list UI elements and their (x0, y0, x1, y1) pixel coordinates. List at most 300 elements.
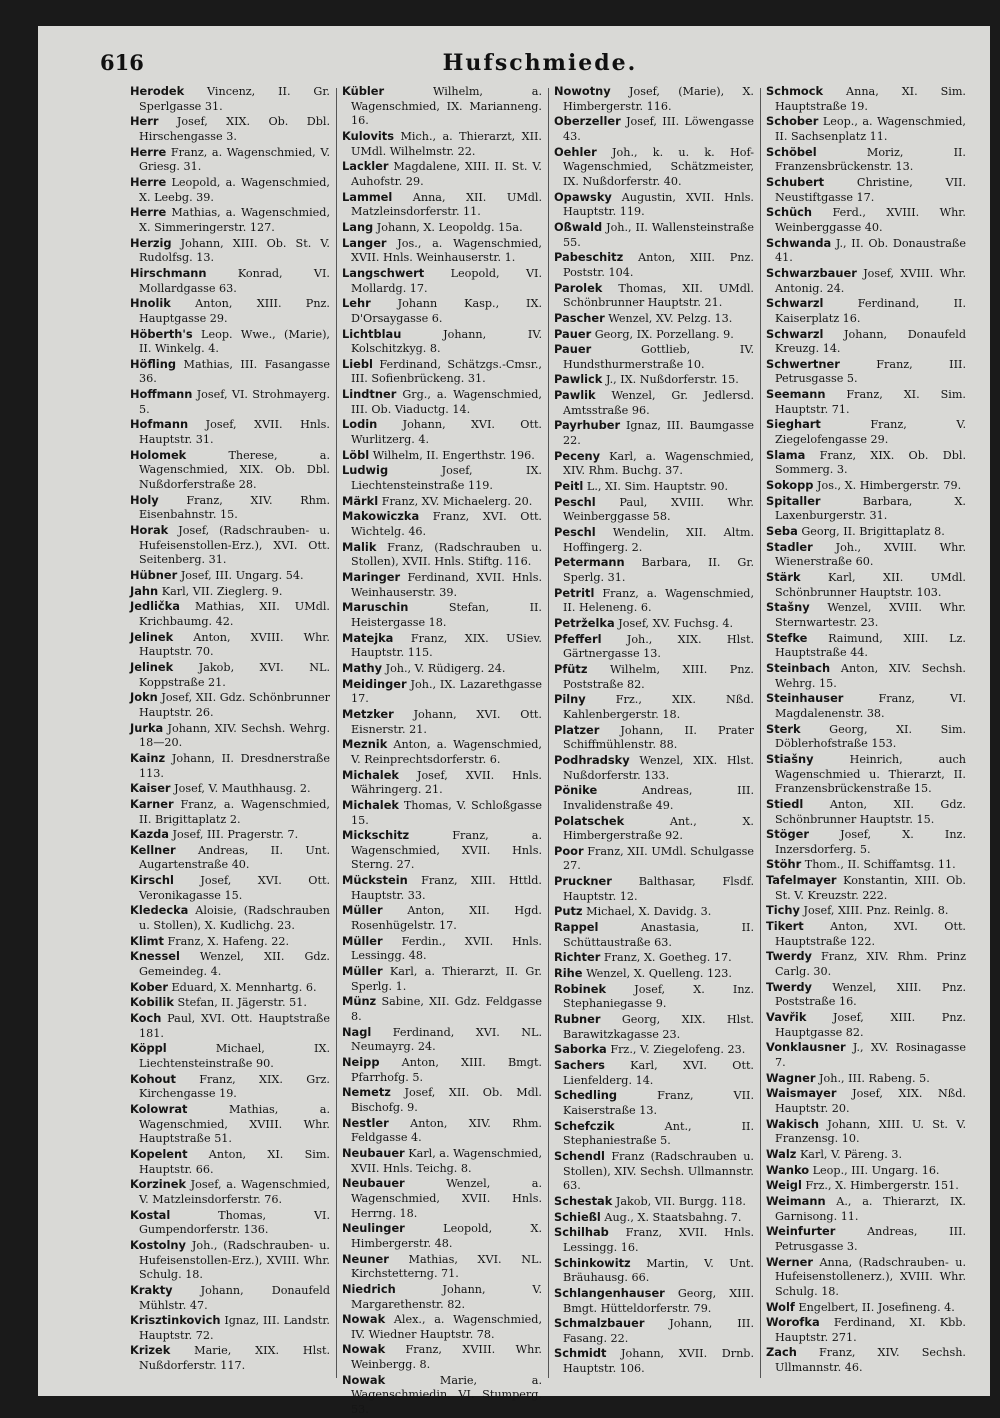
entry-name: Vavřik (766, 1010, 807, 1025)
entry-name: Löbl (342, 447, 370, 462)
directory-entry (554, 555, 754, 585)
directory-entry (130, 1102, 330, 1147)
entry-name: Werner (766, 1254, 813, 1269)
entry-details: Franz, XVI. Ott. Wichtelg. 46. (351, 510, 542, 539)
directory-entry (554, 388, 754, 418)
directory-entry (130, 781, 330, 797)
entry-details: Ignaz, III. Baumgasse 22. (563, 419, 754, 448)
entry-name: Twerdy (766, 979, 812, 994)
directory-entry (130, 934, 330, 950)
entry-name: Kellner (130, 842, 176, 857)
directory-entry (342, 828, 542, 873)
directory-entry (342, 296, 542, 326)
entry-name: Schwarzl (766, 326, 824, 341)
entry-details: Mathias, a. Wagenschmied, XVIII. Whr. Hauptstraße 51. (139, 1102, 330, 1146)
directory-entry (130, 296, 330, 326)
entry-details: Franz, VII. Kaiserstraße 13. (563, 1089, 755, 1117)
directory-entry (554, 966, 754, 982)
entry-details: Anna, (Radschrauben- u. Hufeisenstollenerz.), XVIII. Whr. Schulg. 18. (775, 1255, 966, 1298)
entry-details: Franz, XIV. Sechsh. Ullmannstr. 46. (775, 1346, 966, 1375)
entry-details: Anton, XIII. Pnz. Poststr. 104. (563, 251, 754, 279)
directory-entry (766, 448, 966, 478)
entry-name: Kainz (130, 750, 166, 765)
directory-entry (130, 980, 330, 996)
entry-name: Michalek (342, 767, 399, 782)
entry-details: Andreas, III. Petrusgasse 3. (775, 1225, 966, 1253)
directory-entry (130, 599, 330, 629)
entry-name: Oßwald (554, 219, 603, 234)
entry-details: Josef, XVIII. Whr. Antonig. 24. (775, 266, 966, 295)
entry-details: Josef, XIX. Nßd. Hauptstr. 20. (775, 1087, 966, 1115)
entry-details: Andreas, III. Invalidenstraße 49. (563, 784, 754, 812)
entry-name: Pfefferl (554, 631, 602, 646)
directory-entry (342, 1312, 542, 1342)
directory-entry (342, 540, 542, 570)
directory-entry (130, 995, 330, 1011)
entry-details: Wenzel, XVIII. Whr. Sternwartestr. 23. (775, 601, 966, 629)
entry-name: Herr (130, 114, 159, 129)
directory-entry (766, 1194, 966, 1224)
directory-entry (554, 1346, 754, 1376)
directory-entry (766, 600, 966, 630)
entry-name: Stöger (766, 827, 809, 842)
directory-entry (130, 660, 330, 690)
entry-details: Franz, XV. Michaelerg. 20. (381, 494, 533, 508)
directory-entry (554, 372, 754, 388)
directory-entry (766, 1040, 966, 1070)
entry-name: Podhradsky (554, 752, 630, 767)
entry-details: Therese, a. Wagenschmied, XIX. Ob. Dbl. Nußdorferstraße 28. (139, 448, 330, 492)
directory-entry (554, 844, 754, 874)
page-header (100, 42, 980, 82)
entry-details: Thomas, VI. Gumpendorferstr. 136. (139, 1208, 330, 1237)
entry-name: Herre (130, 174, 167, 189)
entry-details: J., II. Ob. Donaustraße 41. (775, 236, 966, 265)
entry-name: Peschl (554, 525, 596, 540)
entry-details: Engelbert, II. Josefineng. 4. (798, 1300, 955, 1314)
directory-entry (342, 84, 542, 129)
directory-entry (342, 1252, 542, 1282)
entry-details: Franz, a. Wagenschmied, II. Heleneng. 6. (563, 586, 754, 615)
directory-entry (342, 1116, 542, 1146)
directory-entry (342, 707, 542, 737)
entry-name: Korzinek (130, 1177, 187, 1192)
entry-details: Wilhelm, a. Wagenschmied, IX. Marianneng. 16. (351, 85, 543, 128)
entry-details: Josef, XVII. Hnls. Währingerg. 21. (351, 768, 542, 797)
entry-details: Konrad, VI. Mollardgasse 63. (139, 266, 330, 295)
entry-name: Payrhuber (554, 418, 621, 433)
entry-details: Anton, XVI. Ott. Hauptstraße 122. (775, 920, 966, 948)
entry-name: Oberzeller (554, 114, 621, 129)
entry-details: Anton, a. Wagenschmied, V. Reinprechtsdorferstr. 6. (351, 738, 542, 766)
entry-name: Schwarzl (766, 296, 824, 311)
entry-name: Poor (554, 843, 584, 858)
entry-details: Franz (Radschrauben u. Stollen), XIV. Sechsh. Ullmannstr. 63. (563, 1149, 754, 1193)
entry-details: Joh., k. u. k. Hof-Wagenschmied, Schätzmeister, IX. Nußdorferstr. 40. (563, 145, 754, 188)
entry-details: Josef, (Marie), X. Himbergerstr. 116. (563, 85, 754, 113)
entry-name: Herre (130, 205, 167, 220)
entry-details: Wenzel, Gr. Jedlersd. Amtsstraße 96. (563, 389, 754, 417)
column-3 (554, 84, 754, 1384)
entry-name: Lindtner (342, 387, 397, 402)
entry-name: Neulinger (342, 1221, 405, 1236)
entry-name: Seemann (766, 387, 826, 402)
entry-details: Johann, XVII. Drnb. Hauptstr. 106. (563, 1347, 754, 1376)
directory-entry (554, 327, 754, 343)
directory-entry (130, 387, 330, 417)
entry-details: Andreas, II. Unt. Augartenstraße 40. (139, 843, 331, 872)
entry-details: Joh., XIX. Hlst. Gärtnergasse 13. (563, 632, 754, 661)
entry-details: Joh., (Radschrauben- u. Hufeisenstollen-Erz.), XVIII. Whr. Schulg. 18. (139, 1238, 330, 1282)
column-rule (760, 88, 761, 1378)
directory-entry (342, 677, 542, 707)
entry-name: Opawsky (554, 189, 612, 204)
entry-details: Aloisie, (Radschrauben u. Stollen), X. Kudlichg. 23. (139, 904, 330, 933)
entry-details: Ferdinand, XVII. Hnls. Weinhauserstr. 39. (351, 571, 543, 599)
entry-details: Anton, XIV. Rhm. Feldgasse 4. (351, 1116, 542, 1145)
entry-name: Schinkowitz (554, 1255, 631, 1270)
entry-details: Johann, V. Margarethenstr. 82. (351, 1282, 542, 1311)
entry-name: Lichtblau (342, 326, 402, 341)
directory-entry (766, 1071, 966, 1087)
directory-entry (130, 827, 330, 843)
directory-entry (554, 1058, 754, 1088)
directory-entry (554, 950, 754, 966)
directory-entry (766, 417, 966, 447)
entry-details: Karl, XII. UMdl. Schönbrunner Hauptstr. 103. (775, 571, 966, 599)
page-number: 616 (100, 50, 144, 75)
directory-entry (554, 495, 754, 525)
entry-name: Lammel (342, 189, 393, 204)
entry-name: Mickschitz (342, 828, 410, 843)
directory-entry (130, 903, 330, 933)
directory-entry (342, 387, 542, 417)
entry-name: Richter (554, 950, 601, 965)
entry-name: Wagner (766, 1070, 816, 1085)
entry-name: Holomek (130, 447, 187, 462)
directory-entry (342, 448, 542, 464)
entry-details: Wenzel, XII. Gdz. Gemeindeg. 4. (139, 950, 330, 979)
entry-details: Georg, XI. Sim. Döblerhofstraße 153. (775, 722, 966, 751)
entry-details: Ant., X. Himbergerstraße 92. (563, 814, 754, 843)
entry-details: Ignaz, III. Landstr. Hauptstr. 72. (139, 1314, 330, 1342)
entry-name: Neipp (342, 1055, 380, 1069)
entry-name: Schlangenhauser (554, 1285, 665, 1300)
directory-entry (766, 1345, 966, 1375)
entry-details: Anton, XIII. Pnz. Hauptgasse 29. (139, 297, 330, 325)
directory-entry (766, 1086, 966, 1116)
column-1 (130, 84, 330, 1384)
entry-name: Stašny (766, 600, 810, 615)
entry-details: Aug., X. Staatsbahng. 7. (604, 1210, 742, 1224)
entry-details: Josef, XVII. Hnls. Hauptstr. 31. (139, 418, 330, 447)
entry-name: Neubauer (342, 1145, 405, 1160)
directory-entry (554, 311, 754, 327)
directory-entry (342, 737, 542, 767)
directory-entry (130, 493, 330, 523)
entry-name: Peitl (554, 479, 584, 494)
entry-name: Liebl (342, 356, 373, 371)
directory-entry (342, 1176, 542, 1221)
entry-details: Ant., II. Stephaniestraße 5. (563, 1119, 755, 1148)
entry-name: Klimt (130, 933, 164, 948)
entry-name: Schestak (554, 1193, 613, 1208)
directory-entry (130, 1313, 330, 1343)
entry-details: Thomas, V. Schloßgasse 15. (351, 798, 542, 827)
directory-entry (766, 1178, 966, 1194)
directory-entry (342, 768, 542, 798)
entry-name: Nowak (342, 1312, 386, 1327)
entry-details: Ferdinand, Schätzgs.-Cmsr., III. Sofienbrückeng. 31. (351, 357, 542, 386)
directory-entry (766, 327, 966, 357)
directory-entry (766, 661, 966, 691)
entry-details: Marie, a. Wagenschmiedin, VI. Stumperg. 53. (351, 1373, 543, 1417)
entry-details: Michael, IX. Liechtensteinstraße 90. (139, 1042, 330, 1070)
entry-name: Pawlick (554, 372, 603, 387)
entry-name: Matejka (342, 630, 394, 645)
entry-name: Schmidt (554, 1346, 607, 1361)
column-4 (766, 84, 966, 1384)
entry-name: Sterk (766, 721, 801, 736)
directory-entry (766, 1163, 966, 1179)
entry-name: Kazda (130, 827, 169, 842)
directory-entry (766, 857, 966, 873)
entry-details: Johann, XVI. Ott. Eisnerstr. 21. (351, 707, 542, 736)
directory-entry (342, 1373, 542, 1418)
entry-details: Jos., a. Wagenschmied, XVII. Hnls. Weinhauserstr. 1. (351, 236, 542, 265)
entry-details: Ferdinand, II. Kaiserplatz 16. (775, 297, 967, 325)
entry-details: Leopold, X. Himbergerstr. 48. (351, 1222, 543, 1250)
entry-details: Johann, XVI. Ott. Wurlitzerg. 4. (351, 418, 542, 447)
entry-details: Josef, X. Inz. Inzersdorferg. 5. (775, 828, 966, 856)
entry-details: Franz, XII. UMdl. Schulgasse 27. (563, 844, 754, 873)
entry-details: Josef, VI. Strohmayerg. 5. (139, 388, 330, 416)
entry-details: Thom., II. Schiffamtsg. 11. (804, 858, 956, 872)
directory-entry (554, 1194, 754, 1210)
entry-details: Anton, XIII. Bmgt. Pfarrhofg. 5. (351, 1056, 542, 1084)
entry-name: Pilny (554, 692, 586, 707)
entry-name: Parolek (554, 280, 603, 295)
entry-details: Stefan, II. Jägerstr. 51. (177, 996, 307, 1010)
entry-details: Franz, XIX. Grz. Kirchengasse 19. (139, 1072, 330, 1101)
entry-name: Krizek (130, 1343, 171, 1358)
entry-details: Josef, (Radschrauben- u. Hufeisenstollen-Erz.), XVI. Ott. Seitenberg. 31. (139, 524, 330, 567)
entry-name: Nowotny (554, 84, 611, 98)
entry-name: Pruckner (554, 874, 612, 889)
entry-details: Raimund, XIII. Lz. Hauptstraße 44. (775, 631, 966, 660)
directory-entry (554, 525, 754, 555)
entry-name: Rubner (554, 1012, 601, 1027)
directory-entry (130, 1343, 330, 1373)
directory-entry (130, 523, 330, 568)
directory-entry (342, 266, 542, 296)
entry-name: Sieghart (766, 417, 821, 432)
entry-name: Schwertner (766, 356, 840, 371)
entry-name: Lodin (342, 417, 378, 432)
column-2 (342, 84, 543, 1417)
entry-details: Anton, XII. Hgd. Rosenhügelstr. 17. (351, 904, 542, 933)
entry-details: Franz, a. Wagenschmied, V. Griesg. 31. (139, 145, 330, 174)
directory-entry (342, 1221, 542, 1251)
directory-entry (766, 357, 966, 387)
entry-details: Mathias, III. Fasangasse 36. (139, 357, 330, 386)
directory-entry (130, 327, 330, 357)
directory-entry (554, 145, 754, 190)
directory-entry (342, 661, 542, 677)
entry-name: Schwarzbauer (766, 265, 857, 280)
directory-entry (766, 387, 966, 417)
entry-name: Hübner (130, 568, 178, 582)
entry-name: Kopelent (130, 1146, 188, 1161)
entry-name: Lehr (342, 296, 371, 311)
entry-name: Herre (130, 144, 167, 159)
directory-entry (342, 190, 542, 220)
entry-details: Wenzel, XV. Pelzg. 13. (608, 311, 733, 325)
entry-details: Stefan, II. Heistergasse 18. (351, 601, 542, 629)
directory-entry (342, 631, 542, 661)
directory-entry (130, 114, 330, 144)
entry-name: Stiašny (766, 751, 814, 766)
entry-details: Karl, V. Päreng. 3. (799, 1147, 903, 1161)
directory-columns (130, 84, 980, 1417)
directory-entry (766, 1010, 966, 1040)
entry-details: Wendelin, XII. Altm. Hoffingerg. 2. (563, 526, 754, 554)
entry-details: Franz, III. Petrusgasse 5. (775, 357, 967, 386)
entry-name: Rappel (554, 920, 599, 935)
entry-details: Augustin, XVII. Hnls. Hauptstr. 119. (563, 190, 754, 219)
entry-details: Anna, XI. Sim. Hauptstraße 19. (775, 85, 966, 113)
entry-details: Franz, XI. Sim. Hauptstr. 71. (775, 388, 966, 416)
entry-name: Sokopp (766, 478, 814, 493)
entry-name: Weigl (766, 1178, 802, 1193)
entry-name: Oehler (554, 144, 597, 159)
entry-details: Johann, XIV. Sechsh. Wehrg. 18—20. (139, 721, 331, 750)
entry-details: Johann Kasp., IX. D'Orsaygasse 6. (351, 297, 542, 325)
entry-details: Mich., a. Thierarzt, XII. UMdl. Wilhelmstr. 22. (351, 129, 542, 158)
entry-details: Franz, (Radschrauben u. Stollen), XVII. Hnls. Stiftg. 116. (351, 540, 542, 569)
entry-details: Josef, XIX. Ob. Dbl. Hirschengasse 3. (139, 115, 330, 143)
entry-name: Schilhab (554, 1225, 609, 1240)
directory-entry (130, 843, 330, 873)
entry-name: Schwanda (766, 235, 832, 250)
entry-details: Moriz, II. Franzensbrückenstr. 13. (775, 145, 966, 174)
directory-entry (554, 1042, 754, 1058)
directory-entry (766, 722, 966, 752)
entry-name: Steinbach (766, 660, 831, 675)
directory-entry (342, 994, 542, 1024)
entry-details: Frz., V. Ziegelofeng. 23. (610, 1043, 746, 1057)
directory-entry (130, 949, 330, 979)
entry-name: Stefke (766, 630, 808, 645)
entry-details: Karl, a. Thierarzt, II. Gr. Sperlg. 1. (351, 965, 542, 993)
directory-entry (342, 417, 542, 447)
directory-entry (342, 1146, 542, 1176)
directory-entry (554, 1149, 754, 1194)
entry-name: Schmock (766, 84, 824, 98)
directory-entry (766, 570, 966, 600)
entry-name: Weinfurter (766, 1224, 836, 1239)
entry-name: Hirschmann (130, 265, 207, 280)
entry-name: Twerdy (766, 949, 812, 964)
entry-name: Meidinger (342, 676, 407, 691)
entry-name: Lackler (342, 159, 389, 174)
entry-name: Stärk (766, 570, 801, 584)
entry-details: Mathias, XII. UMdl. Krichbaumg. 42. (139, 600, 330, 628)
entry-name: Robinek (554, 981, 607, 996)
entry-name: Schendl (554, 1148, 605, 1163)
directory-entry (554, 982, 754, 1012)
directory-entry (130, 448, 330, 493)
entry-details: Karl, XVI. Ott. Lienfelderg. 14. (563, 1059, 754, 1087)
entry-details: Johann, Donaufeld Kreuzg. 14. (775, 327, 966, 356)
directory-entry (766, 1224, 966, 1254)
entry-details: Franz, XIV. Rhm. Eisenbahnstr. 15. (139, 493, 330, 522)
entry-details: Josef, III. Pragerstr. 7. (172, 828, 299, 842)
entry-details: Franz, XIX. USiev. Hauptstr. 115. (351, 631, 542, 660)
entry-name: Tichy (766, 903, 800, 918)
entry-details: Johann, XIII. Ob. St. V. Rudolfsg. 13. (139, 236, 330, 265)
entry-details: Jakob, VII. Burgg. 118. (615, 1194, 746, 1208)
directory-entry (766, 236, 966, 266)
directory-entry (130, 84, 330, 114)
entry-name: Steinhauser (766, 691, 844, 706)
entry-name: Zach (766, 1345, 797, 1360)
entry-details: Mathias, a. Wagenschmied, X. Simmeringerstr. 127. (139, 206, 330, 234)
entry-name: Neubauer (342, 1176, 405, 1191)
entry-name: Waismayer (766, 1086, 837, 1101)
entry-details: Josef, XII. Gdz. Schönbrunner Hauptstr. 26. (139, 691, 330, 719)
entry-details: Grg., a. Wagenschmied, III. Ob. Viaductg. 14. (351, 388, 542, 416)
entry-name: Worofka (766, 1315, 820, 1330)
entry-name: Schöbel (766, 144, 817, 159)
entry-details: Josef, XII. Ob. Mdl. Bischofg. 9. (351, 1086, 542, 1114)
entry-details: L., XI. Sim. Hauptstr. 90. (586, 480, 728, 494)
entry-name: Nemetz (342, 1085, 391, 1100)
directory-entry (130, 357, 330, 387)
entry-name: Hoffmann (130, 387, 193, 402)
entry-name: Hnolik (130, 296, 171, 311)
entry-name: Wanko (766, 1162, 810, 1177)
directory-entry (766, 1300, 966, 1316)
entry-name: Knessel (130, 949, 180, 964)
directory-entry (554, 190, 754, 220)
entry-name: Tafelmayer (766, 873, 837, 888)
entry-name: Kübler (342, 84, 385, 98)
entry-name: Pauer (554, 326, 592, 341)
entry-details: J., IX. Nußdorferstr. 15. (605, 373, 739, 387)
entry-details: A., a. Thierarzt, IX. Garnisong. 11. (775, 1194, 966, 1223)
directory-entry (766, 919, 966, 949)
entry-details: Franz, XVII. Hnls. Lessingg. 16. (563, 1226, 755, 1254)
entry-name: Peceny (554, 448, 601, 463)
entry-name: Petrželka (554, 615, 615, 630)
entry-details: Leop., III. Ungarg. 16. (812, 1163, 940, 1177)
directory-entry (130, 1147, 330, 1177)
entry-details: Franz, a. Wagenschmied, II. Brigittaplatz 2. (139, 797, 330, 826)
entry-name: Polatschek (554, 813, 625, 828)
entry-details: Johann, X. Leopoldg. 15a. (376, 220, 523, 234)
directory-entry (554, 632, 754, 662)
directory-entry (554, 1012, 754, 1042)
entry-details: Johann, III. Fasang. 22. (563, 1317, 755, 1345)
directory-entry (130, 751, 330, 781)
entry-name: Niedrich (342, 1281, 396, 1296)
entry-details: Franz, VI. Magdalenenstr. 38. (775, 692, 966, 720)
directory-entry (342, 570, 542, 600)
entry-name: Weimann (766, 1193, 826, 1208)
entry-details: Thomas, XII. UMdl. Schönbrunner Hauptstr. 21. (563, 281, 754, 310)
entry-name: Saborka (554, 1042, 607, 1057)
